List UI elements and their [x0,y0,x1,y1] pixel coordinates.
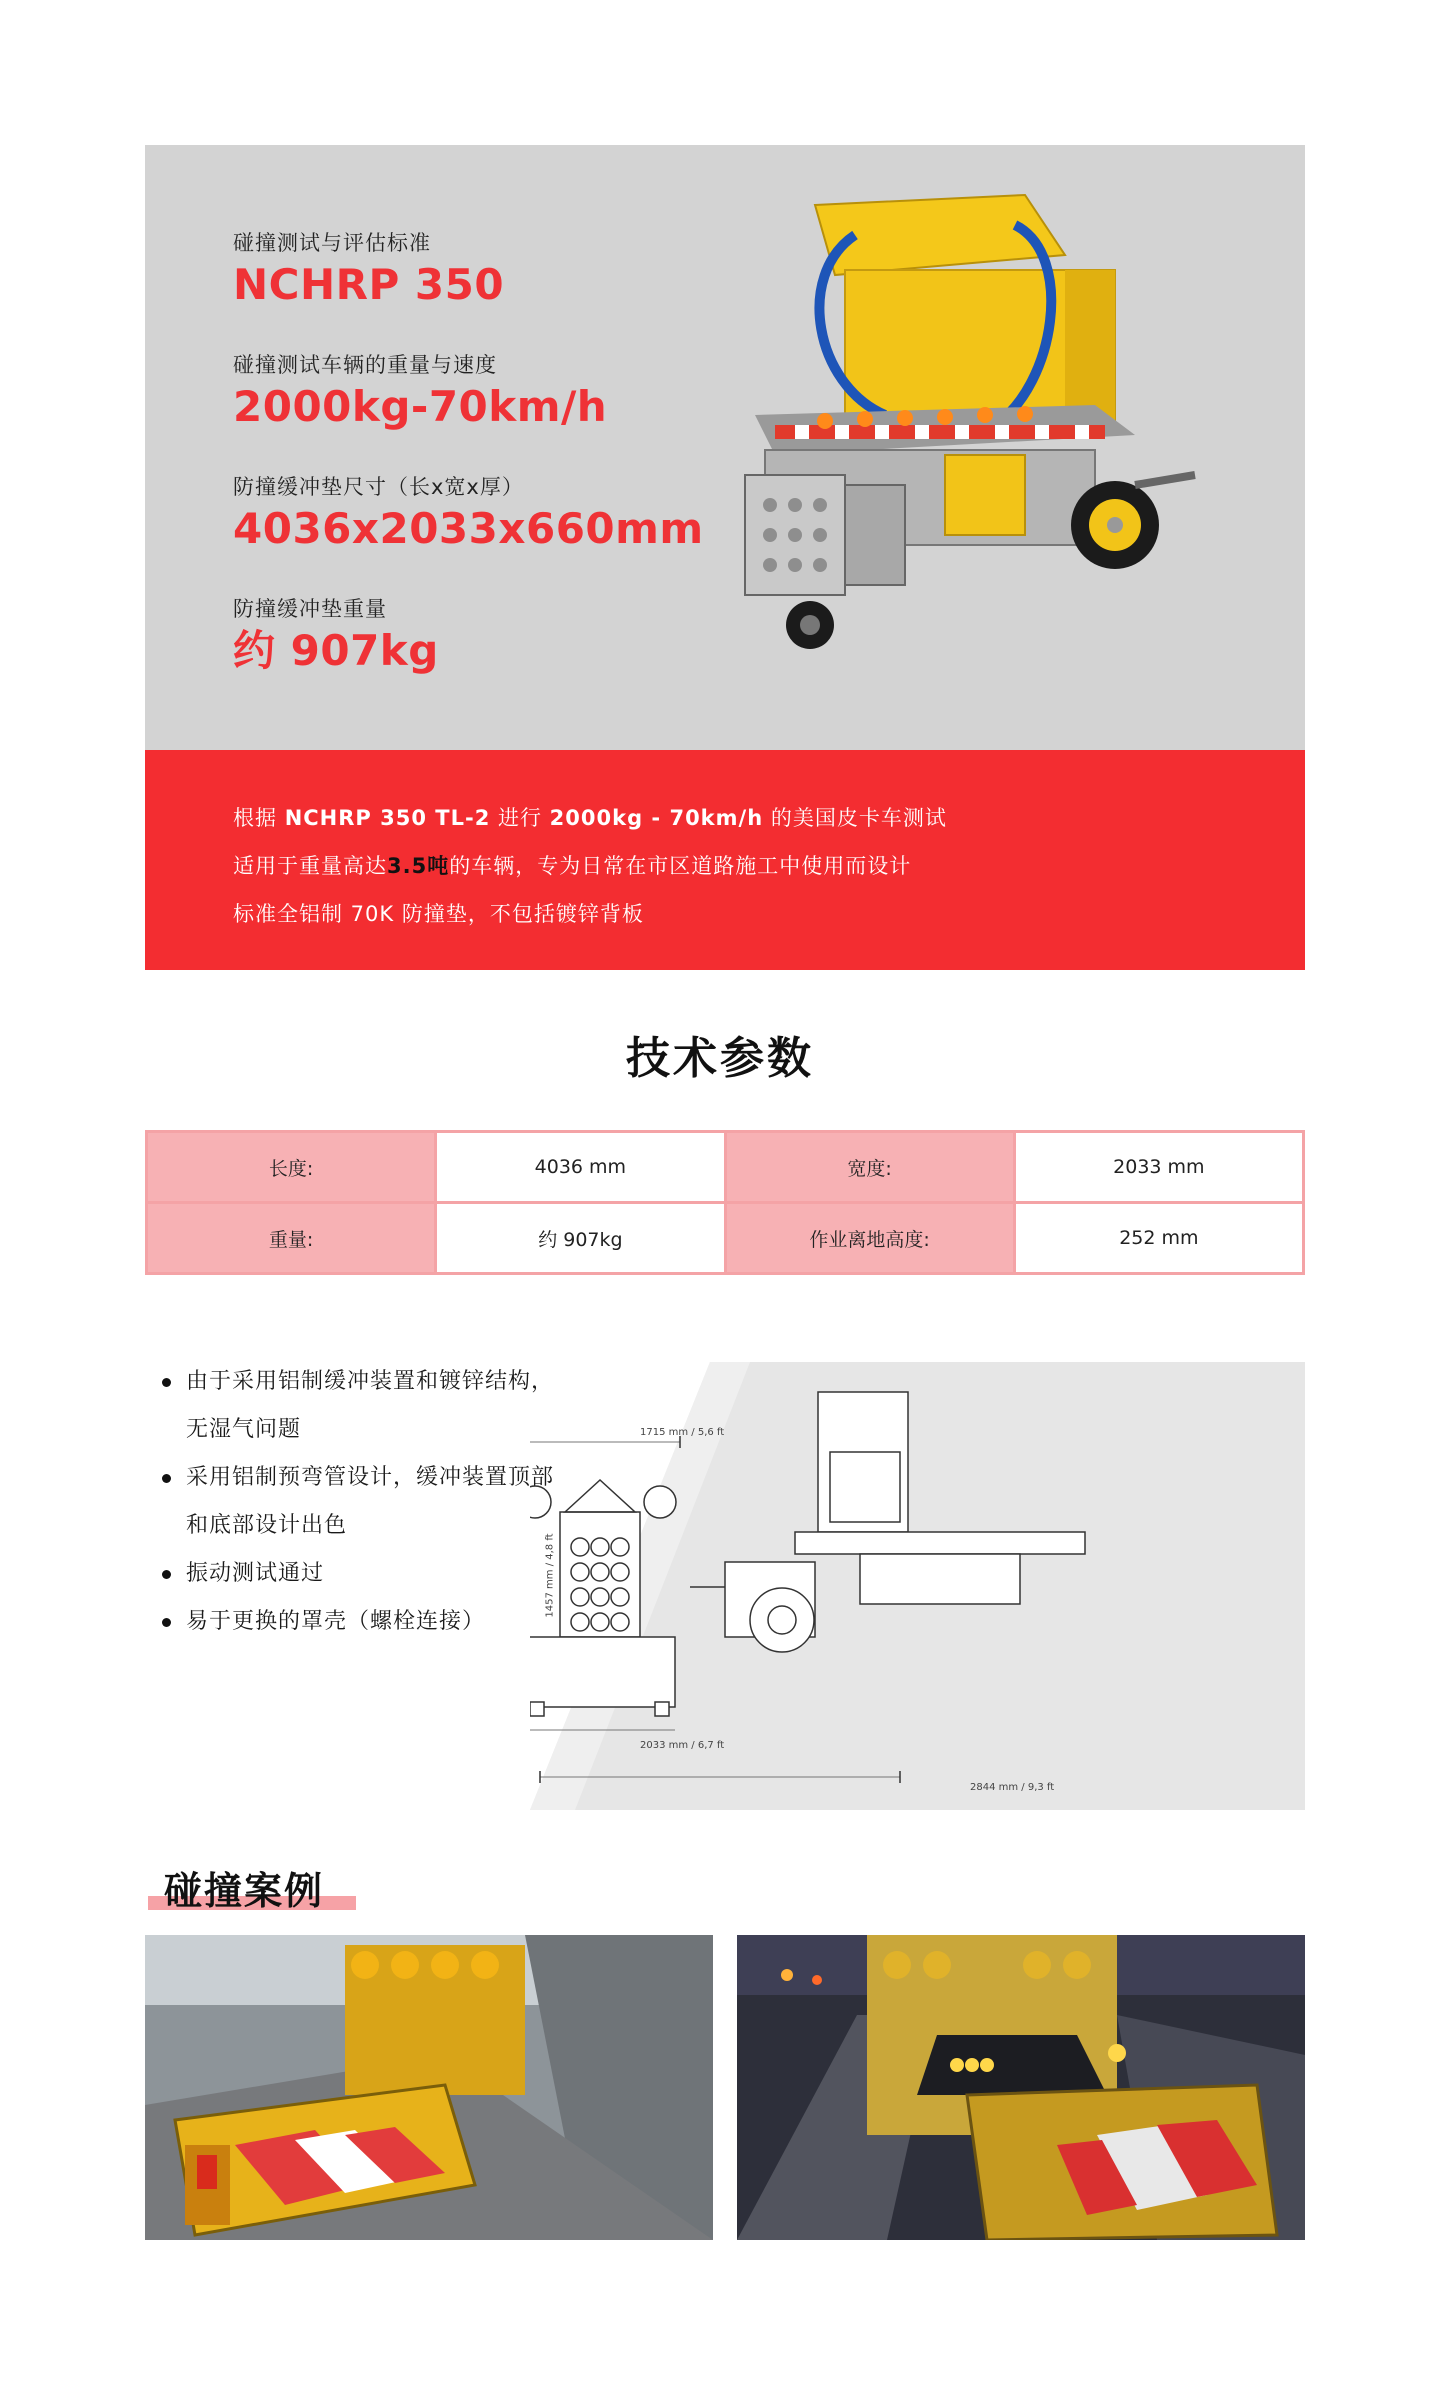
feature-item: 易于更换的罩壳（螺栓连接） [160,1598,620,1646]
crash-scene-image [737,1935,1305,2240]
crash-case-photo-night [737,1935,1305,2240]
param-key: 重量: [148,1204,434,1272]
param-key: 长度: [148,1133,434,1201]
crash-case-photo-daytime [145,1935,713,2240]
spec-standard [233,227,504,309]
dimension-height: 1457 mm / 4,8 ft [544,1533,556,1618]
feature-list [160,1358,620,1646]
spec-label: 防撞缓冲垫尺寸（长x宽x厚） [233,475,524,499]
feature-item: 采用铝制预弯管设计，缓冲装置顶部 和底部设计出色 [160,1454,620,1550]
feature-item: 由于采用铝制缓冲装置和镀锌结构， 无湿气问题 [160,1358,620,1454]
banner-weight-highlight: 3.5吨 [387,854,450,878]
param-key: 作业离地高度: [727,1204,1013,1272]
spec-value: 约 907kg [233,626,439,675]
param-value: 4036 mm [437,1133,723,1201]
bullet-dot [162,1570,171,1579]
dimension-length: 2844 mm / 9,3 ft [970,1782,1055,1793]
dimension-top-width: 1715 mm / 5,6 ft [640,1427,725,1438]
param-value: 252 mm [1016,1204,1302,1272]
spec-weight [233,593,439,675]
spec-size [233,471,704,553]
bullet-dot [162,1618,171,1627]
banner-test-speed: 2000kg - 70km/h [549,806,764,830]
spec-value: 2000kg-70km/h [233,382,608,431]
trailer-attenuator-illustration [735,185,1295,745]
banner-line-2: 适用于重量高达3.5吨的车辆，专为日常在市区道路施工中使用而设计 [233,854,912,878]
spec-value: 4036x2033x660mm [233,504,704,553]
param-key: 宽度: [727,1133,1013,1201]
banner-line-3: 标准全铝制 70K 防撞垫，不包括镀锌背板 [233,902,644,926]
param-value: 2033 mm [1016,1133,1302,1201]
param-value: 约 907kg [437,1204,723,1272]
feature-item: 振动测试通过 [160,1550,620,1598]
crash-scene-image [145,1935,713,2240]
dimension-bottom-width: 2033 mm / 6,7 ft [640,1740,725,1751]
params-title: 技术参数 [626,1033,814,1084]
spec-label: 碰撞测试与评估标准 [233,231,431,255]
bullet-dot [162,1378,171,1387]
hero-section [145,145,1305,750]
spec-test-vehicle [233,349,607,431]
cases-title: 碰撞案例 [164,1869,325,1913]
banner-line-1: 根据 NCHRP 350 TL-2 进行 2000kg - 70km/h 的美国皮卡车测试 [233,806,947,830]
test-summary-banner [145,750,1305,970]
cases-heading [148,1860,324,1915]
spec-label: 碰撞测试车辆的重量与速度 [233,353,497,377]
bullet-dot [162,1474,171,1483]
spec-value: NCHRP 350 [233,260,505,309]
banner-standard: NCHRP 350 TL-2 [284,806,491,830]
params-table [145,1130,1305,1275]
spec-label: 防撞缓冲垫重量 [233,597,387,621]
